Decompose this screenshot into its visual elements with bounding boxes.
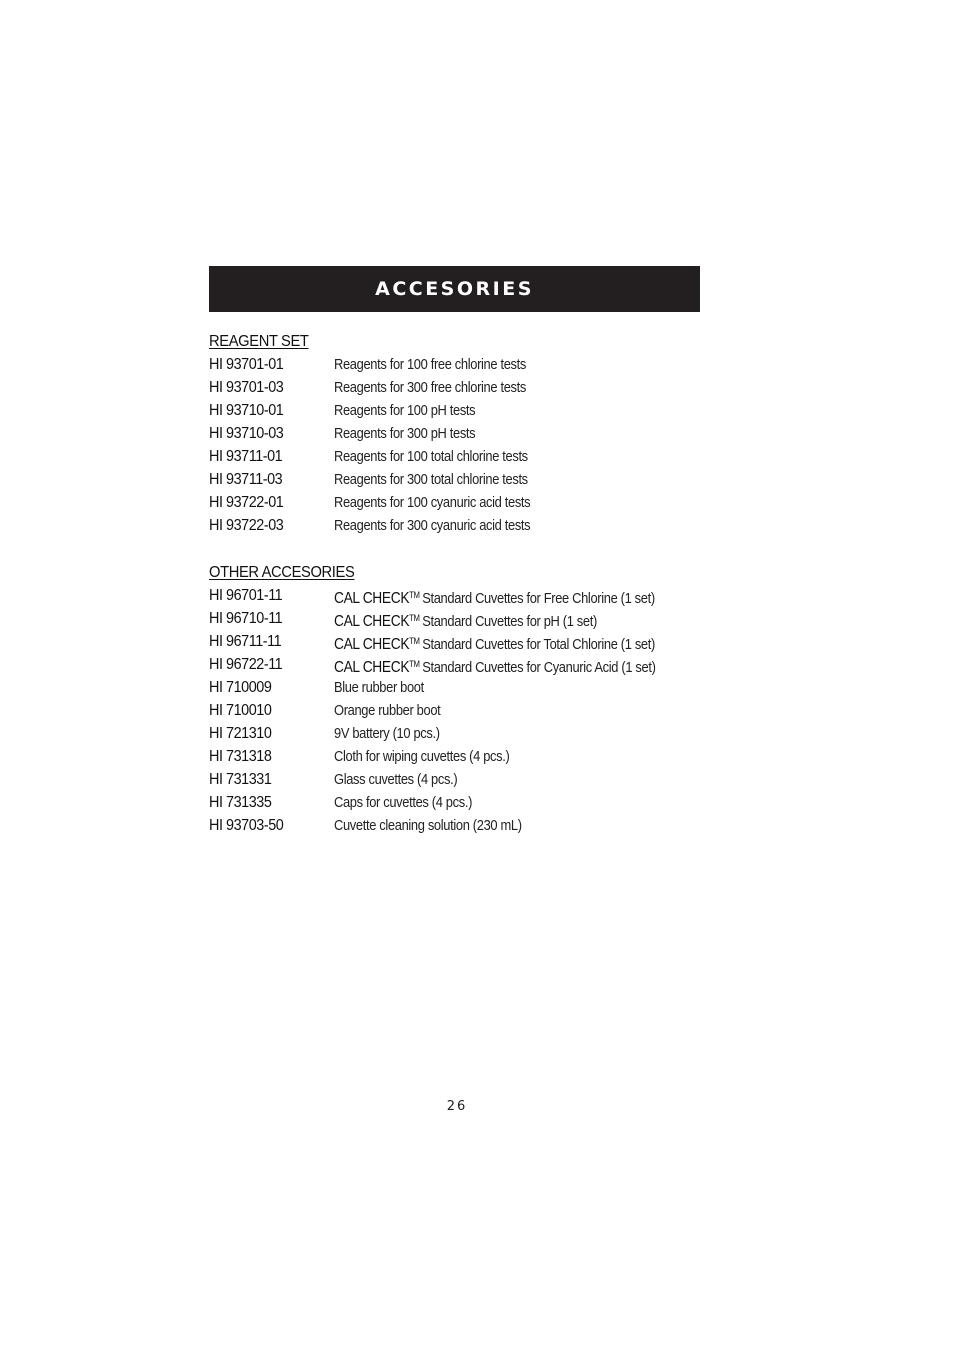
list-item (209, 699, 769, 722)
list-item (209, 584, 769, 607)
brand-name: CAL CHECK (334, 613, 410, 630)
item-description: Caps for cuvettes (4 pcs.) (334, 794, 473, 811)
item-code: HI 93722-03 (209, 517, 284, 534)
item-description (334, 607, 597, 630)
list-item (209, 768, 769, 791)
item-description: Orange rubber boot (334, 702, 441, 719)
item-description-text: Standard Cuvettes for Total Chlorine (1 set) (422, 636, 655, 653)
reagent-set-section (209, 330, 769, 537)
item-description: Cuvette cleaning solution (230 mL) (334, 817, 522, 834)
list-item (209, 445, 769, 468)
item-description: 9V battery (10 pcs.) (334, 725, 440, 742)
item-code: HI 96701-11 (209, 587, 283, 604)
list-item (209, 676, 769, 699)
item-description: Blue rubber boot (334, 679, 424, 696)
item-code: HI 96722-11 (209, 656, 283, 673)
list-item (209, 814, 769, 837)
list-item (209, 722, 769, 745)
item-code: HI 96711-11 (209, 633, 282, 650)
brand-name: CAL CHECK (334, 659, 410, 676)
item-code: HI 96710-11 (209, 610, 283, 627)
item-code: HI 731335 (209, 794, 272, 811)
list-item (209, 353, 769, 376)
list-item (209, 491, 769, 514)
item-description: Reagents for 100 pH tests (334, 402, 476, 419)
item-description: Reagents for 100 cyanuric acid tests (334, 494, 531, 511)
item-code: HI 731331 (209, 771, 272, 788)
trademark-mark: TM (409, 636, 420, 646)
trademark-mark: TM (409, 659, 420, 669)
other-accesories-section (209, 561, 769, 837)
item-description: Glass cuvettes (4 pcs.) (334, 771, 458, 788)
page-number: 26 (446, 1099, 468, 1114)
title-bar (209, 266, 700, 312)
list-item (209, 745, 769, 768)
item-code: HI 721310 (209, 725, 272, 742)
item-description (334, 653, 656, 676)
trademark-mark: TM (409, 590, 420, 600)
item-code: HI 93711-01 (209, 448, 283, 465)
list-item (209, 607, 769, 630)
item-code: HI 93710-03 (209, 425, 284, 442)
page-title: ACCESORIES (375, 278, 534, 300)
list-item (209, 630, 769, 653)
item-code: HI 710010 (209, 702, 272, 719)
item-code: HI 93722-01 (209, 494, 284, 511)
item-description (334, 630, 655, 653)
brand-name: CAL CHECK (334, 636, 410, 653)
other-accesories-heading: OTHER ACCESORIES (209, 564, 355, 581)
trademark-mark: TM (409, 613, 420, 623)
item-code: HI 93710-01 (209, 402, 284, 419)
item-description-text: Standard Cuvettes for Cyanuric Acid (1 set) (422, 659, 656, 676)
list-item (209, 399, 769, 422)
reagent-set-heading: REAGENT SET (209, 333, 309, 350)
item-code: HI 710009 (209, 679, 272, 696)
item-description-text: Standard Cuvettes for pH (1 set) (422, 613, 597, 630)
item-description: Cloth for wiping cuvettes (4 pcs.) (334, 748, 510, 765)
item-code: HI 731318 (209, 748, 272, 765)
item-description: Reagents for 300 cyanuric acid tests (334, 517, 531, 534)
list-item (209, 514, 769, 537)
item-description: Reagents for 300 total chlorine tests (334, 471, 528, 488)
item-description-text: Standard Cuvettes for Free Chlorine (1 set) (422, 590, 655, 607)
list-item (209, 653, 769, 676)
list-item (209, 791, 769, 814)
item-description: Reagents for 100 free chlorine tests (334, 356, 526, 373)
list-item (209, 376, 769, 399)
item-description: Reagents for 100 total chlorine tests (334, 448, 528, 465)
list-item (209, 422, 769, 445)
item-code: HI 93701-01 (209, 356, 284, 373)
item-code: HI 93701-03 (209, 379, 284, 396)
item-code: HI 93703-50 (209, 817, 284, 834)
list-item (209, 468, 769, 491)
item-description (334, 584, 655, 607)
item-description: Reagents for 300 pH tests (334, 425, 476, 442)
item-description: Reagents for 300 free chlorine tests (334, 379, 526, 396)
brand-name: CAL CHECK (334, 590, 410, 607)
item-code: HI 93711-03 (209, 471, 283, 488)
